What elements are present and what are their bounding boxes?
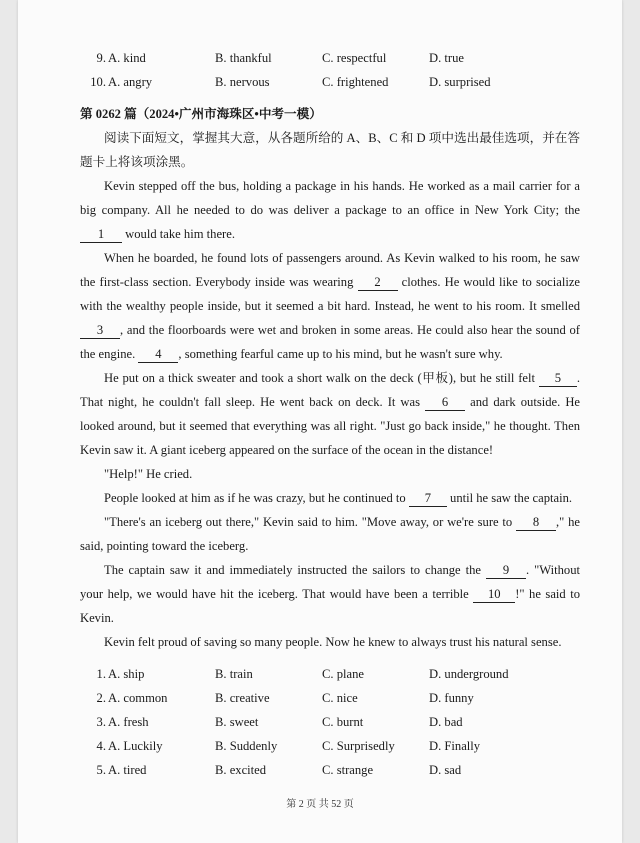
option-b: B. excited (215, 763, 267, 777)
passage-text: and dark outside. He looked around, but it seemed that everything was all right. "Just go back inside," he thought. Then Kevin saw it. A giant iceberg appeared on the surface of the ocean in the distance! (80, 395, 581, 457)
option-d: D. underground (429, 667, 509, 681)
option-c: C. respectful (322, 51, 387, 65)
option-d: D. funny (429, 691, 474, 705)
passage-text: until he saw the captain. (450, 491, 573, 505)
question-number: 9. (96, 51, 106, 65)
page-content (80, 46, 580, 782)
option-b: B. Suddenly (215, 739, 278, 753)
passage-text: would take him there. (125, 227, 235, 241)
document-page (18, 0, 622, 843)
question-row (80, 70, 580, 94)
option-d: D. sad (429, 763, 462, 777)
passage-text: "There's an iceberg out there," Kevin said to him. "Move away, or we're sure to (104, 515, 513, 529)
blank-2: 2 (358, 275, 398, 291)
option-d: D. Finally (429, 739, 481, 753)
option-b: B. nervous (215, 75, 270, 89)
question-row (80, 46, 580, 70)
page-footer: 第 2 页 共 52 页 (286, 799, 354, 810)
blank-8: 8 (516, 515, 556, 531)
passage-text: People looked at him as if he was crazy, but he continued to (104, 491, 406, 505)
instruction: 阅读下面短文，掌握其大意，从各题所给的 A、B、C 和 D 项中选出最佳选项，并在答题卡上将该项涂黑。 (80, 131, 580, 169)
blank-7: 7 (409, 491, 447, 507)
option-a: A. ship (108, 667, 145, 681)
question-number: 2. (96, 691, 106, 705)
option-a: A. kind (108, 51, 146, 65)
option-b: B. creative (215, 691, 270, 705)
option-c: C. strange (322, 763, 374, 777)
question-row (80, 662, 580, 686)
passage (80, 174, 580, 654)
question-row (80, 734, 580, 758)
passage-paragraph (80, 510, 580, 558)
option-a: A. tired (108, 763, 147, 777)
option-a: A. fresh (108, 715, 149, 729)
question-number: 1. (96, 667, 106, 681)
passage-paragraph (80, 486, 580, 510)
option-a: A. common (108, 691, 168, 705)
option-b: B. thankful (215, 51, 272, 65)
passage-text: , something fearful came up to his mind, but he wasn't sure why. (178, 347, 503, 361)
passage-paragraph: "Help!" He cried. (104, 467, 193, 481)
option-c: C. Surprisedly (322, 739, 395, 753)
question-number: 4. (96, 739, 106, 753)
option-c: C. nice (322, 691, 358, 705)
blank-6: 6 (425, 395, 465, 411)
question-number: 3. (96, 715, 106, 729)
option-b: B. sweet (215, 715, 259, 729)
passage-text: Kevin stepped off the bus, holding a package in his hands. He worked as a mail carrier for a big company. All he needed to do was deliver a package to an office in New York City; the (80, 179, 580, 217)
option-d: D. bad (429, 715, 463, 729)
question-number: 10. (90, 75, 106, 89)
passage-paragraph (80, 366, 580, 462)
blank-4: 4 (138, 347, 178, 363)
section-title: 第 0262 篇（2024•广州市海珠区•中考一模） (80, 107, 322, 121)
question-number: 5. (96, 763, 106, 777)
passage-text: ," he said, pointing toward the iceberg. (80, 515, 581, 553)
bottom-options (80, 662, 580, 782)
question-row (80, 710, 580, 734)
option-a: A. angry (108, 75, 153, 89)
passage-text: !" he said to Kevin. (80, 587, 581, 625)
passage-text: clothes. He would like to socialize with the wealthy people inside, but it seemed a bit hard. Instead, he went to his room. It smelled (80, 275, 580, 313)
option-c: C. plane (322, 667, 364, 681)
passage-paragraph (80, 246, 580, 366)
passage-text: When he boarded, he found lots of passengers around. As Kevin walked to his room, he saw the first-class section. Everybody inside was wearing (80, 251, 580, 289)
passage-text: He put on a thick sweater and took a short walk on the deck (甲板), but he still felt (104, 371, 536, 385)
passage-text: , and the floorboards were wet and broken in some areas. He could also hear the sound of the engine. (80, 323, 580, 361)
option-b: B. train (215, 667, 253, 681)
passage-paragraph: Kevin felt proud of saving so many people. Now he knew to always trust his natural sense. (104, 635, 562, 649)
question-row (80, 758, 580, 782)
option-d: D. surprised (429, 75, 491, 89)
passage-paragraph (80, 174, 580, 246)
blank-5: 5 (539, 371, 577, 387)
passage-paragraph (80, 558, 580, 630)
question-row (80, 686, 580, 710)
blank-10: 10 (473, 587, 515, 603)
top-options (80, 46, 580, 94)
option-c: C. frightened (322, 75, 389, 89)
passage-text: The captain saw it and immediately instructed the sailors to change the (104, 563, 481, 577)
blank-9: 9 (486, 563, 526, 579)
blank-1: 1 (80, 227, 122, 243)
passage-text: . "Without your help, we would have hit the iceberg. That would have been a terrible (80, 563, 580, 601)
option-c: C. burnt (322, 715, 364, 729)
option-d: D. true (429, 51, 464, 65)
option-a: A. Luckily (108, 739, 163, 753)
blank-3: 3 (80, 323, 120, 339)
passage-text: . That night, he couldn't fall sleep. He went back on deck. It was (80, 371, 580, 409)
